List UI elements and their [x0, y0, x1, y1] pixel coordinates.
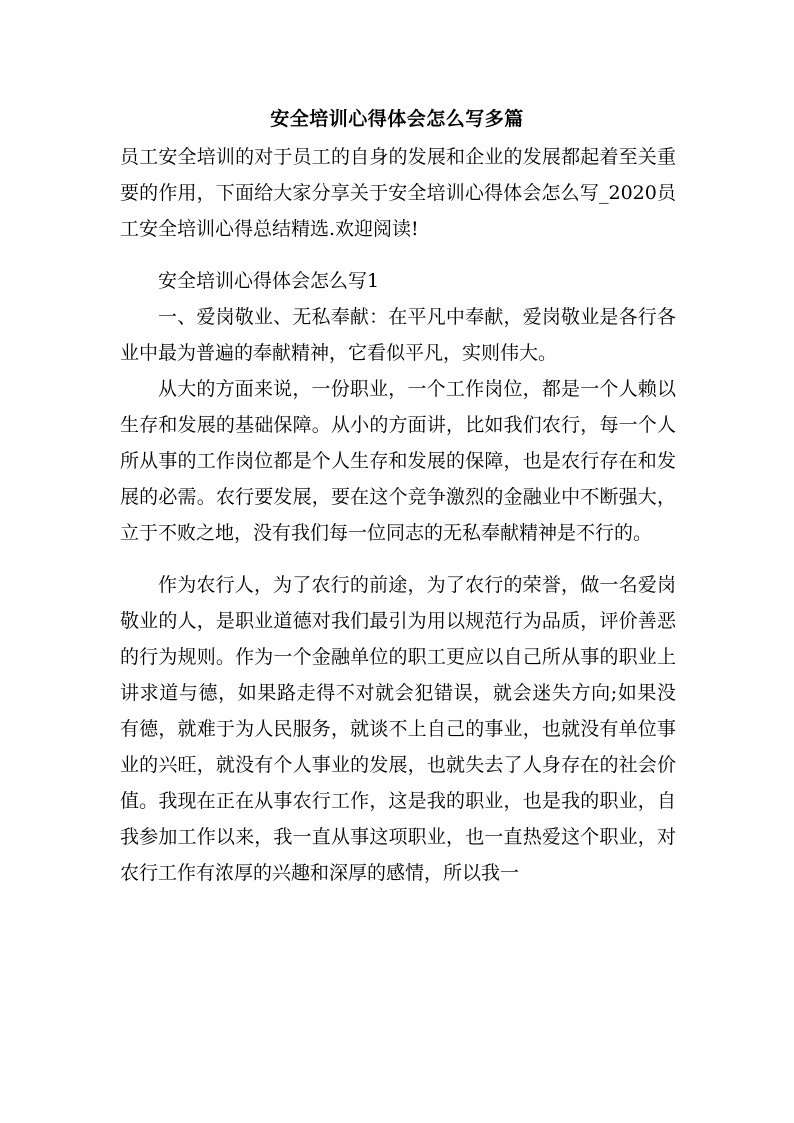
body-paragraph: 从大的方面来说，一份职业，一个工作岗位，都是一个人赖以生存和发展的基础保障。从小的方面讲，比如我们农行，每一个人所从事的工作岗位都是个人生存和发展的保障，也是农行存在和发展的必需。农行要发展，要在这个竞争激烈的金融业中不断强大，立于不败之地，没有我们每一位同志的无私奉献精神是不行的。: [120, 378, 676, 544]
section-heading: 安全培训心得体会怎么写1: [158, 270, 380, 292]
intro-paragraph: 员工安全培训的对于员工的自身的发展和企业的发展都起着至关重要的作用，下面给大家分享关于安全培训心得体会怎么写_2020员工安全培训心得总结精选.欢迎阅读!: [120, 146, 676, 240]
document-title: 安全培训心得体会怎么写多篇: [270, 108, 524, 130]
body-paragraph: 作为农行人，为了农行的前途，为了农行的荣誉，做一名爱岗敬业的人，是职业道德对我们最引为用以规范行为品质，评价善恶的行为规则。作为一个金融单位的职工更应以自己所从事的职业上讲求道与德，如果路走得不对就会犯错误，就会迷失方向;如果没有德，就难于为人民服务，就谈不上自己的事业，也就没有单位事业的兴旺，就没有个人事业的发展，也就失去了人身存在的社会价值。我现在正在从事农行工作，这是我的职业，也是我的职业，自我参加工作以来，我一直从事这项职业，也一直热爱这个职业，对农行工作有浓厚的兴趣和深厚的感情，所以我一: [120, 574, 676, 884]
body-paragraph: 一、爱岗敬业、无私奉献：在平凡中奉献，爱岗敬业是各行各业中最为普遍的奉献精神，它看似平凡，实则伟大。: [120, 306, 676, 364]
document-body: [120, 139, 676, 891]
